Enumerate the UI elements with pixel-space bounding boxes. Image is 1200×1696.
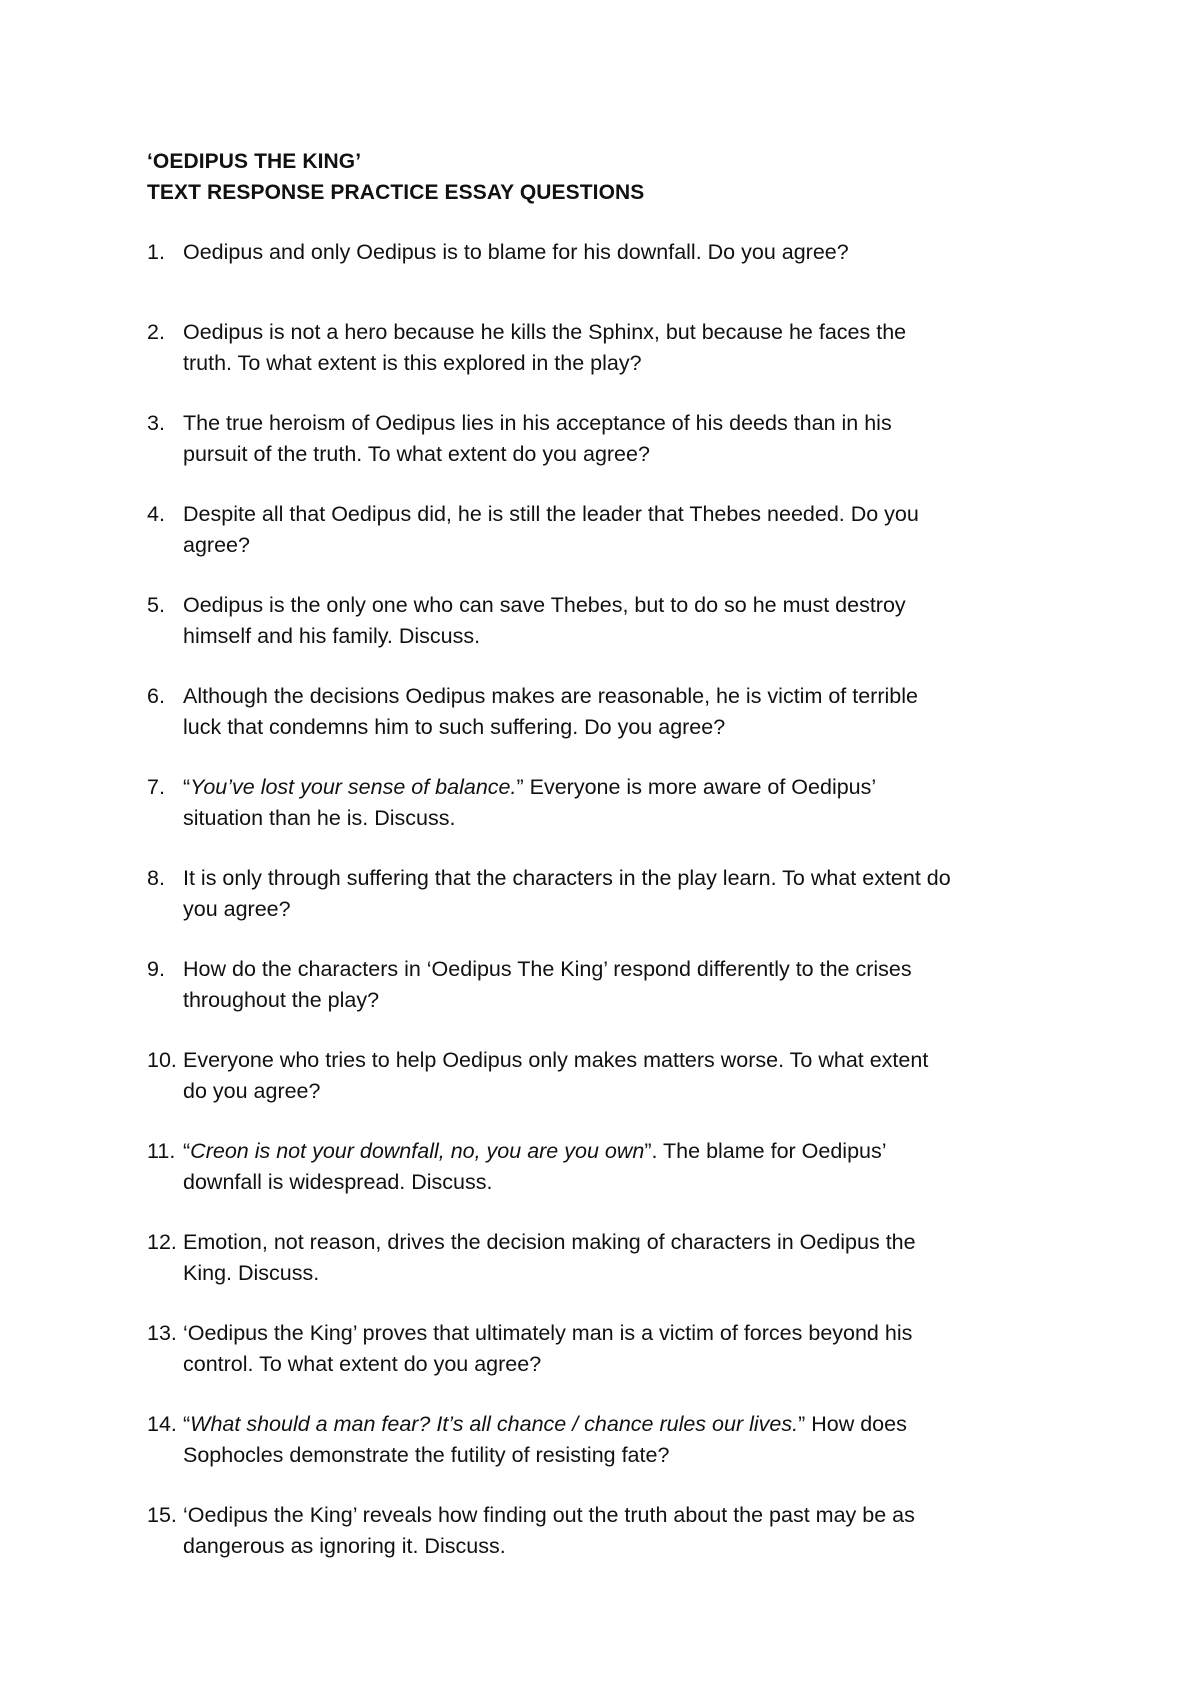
title-line-1: ‘OEDIPUS THE KING’ [147, 150, 362, 173]
quote-close-mark: ” [798, 1412, 806, 1436]
question-text-continued: situation than he is. Discuss. [183, 806, 456, 830]
question-number: 3. [147, 411, 165, 435]
question-number: 15. [147, 1503, 177, 1527]
question-number: 1. [147, 240, 165, 264]
document-title [147, 146, 1047, 208]
question-text-continued: King. Discuss. [183, 1261, 320, 1285]
question-text: Despite all that Oedipus did, he is still the leader that Thebes needed. Do you [183, 502, 919, 526]
question-statement: Everyone is more aware of Oedipus’ [523, 775, 877, 799]
question-text: How do the characters in ‘Oedipus The King’ respond differently to the crises [183, 957, 912, 981]
quote-open-mark: “ [183, 1412, 191, 1436]
question-number: 9. [147, 957, 165, 981]
question-text [183, 1136, 1063, 1167]
quotation-italic: Creon is not your downfall, no, you are you own [190, 1139, 645, 1163]
question-number: 2. [147, 320, 165, 344]
question-statement: The blame for Oedipus’ [657, 1139, 887, 1163]
question-text: Oedipus is not a hero because he kills the Sphinx, but because he faces the [183, 320, 907, 344]
question-text-continued: do you agree? [183, 1079, 321, 1103]
question-text: The true heroism of Oedipus lies in his acceptance of his deeds than in his [183, 411, 892, 435]
question-text: Emotion, not reason, drives the decision making of characters in Oedipus the [183, 1230, 916, 1254]
question-text [183, 1409, 1063, 1440]
question-number: 12. [147, 1230, 177, 1254]
question-statement: How does [805, 1412, 907, 1436]
question-text: ‘Oedipus the King’ proves that ultimately man is a victim of forces beyond his [183, 1321, 913, 1345]
question-number: 5. [147, 593, 165, 617]
quotation-italic: What should a man fear? It’s all chance / chance rules our lives. [190, 1412, 799, 1436]
question-number: 6. [147, 684, 165, 708]
question-text-continued: you agree? [183, 897, 291, 921]
question-text-continued: luck that condemns him to such suffering. Do you agree? [183, 715, 726, 739]
question-text-continued: dangerous as ignoring it. Discuss. [183, 1534, 506, 1558]
quote-open-mark: “ [183, 1139, 191, 1163]
question-number: 10. [147, 1048, 177, 1072]
question-number: 13. [147, 1321, 177, 1345]
question-text: Everyone who tries to help Oedipus only makes matters worse. To what extent [183, 1048, 929, 1072]
question-text: Although the decisions Oedipus makes are reasonable, he is victim of terrible [183, 684, 918, 708]
question-number: 11. [147, 1139, 176, 1163]
question-text-continued: truth. To what extent is this explored in the play? [183, 351, 642, 375]
question-number: 14. [147, 1412, 177, 1436]
question-text-continued: downfall is widespread. Discuss. [183, 1170, 493, 1194]
question-number: 8. [147, 866, 165, 890]
question-text: Oedipus and only Oedipus is to blame for his downfall. Do you agree? [183, 240, 849, 264]
title-line-2: TEXT RESPONSE PRACTICE ESSAY QUESTIONS [147, 181, 645, 204]
quote-close-mark: ”. [644, 1139, 658, 1163]
question-number: 7. [147, 775, 165, 799]
question-text-continued: pursuit of the truth. To what extent do you agree? [183, 442, 650, 466]
question-text: It is only through suffering that the characters in the play learn. To what extent do [183, 866, 951, 890]
quote-open-mark: “ [183, 775, 191, 799]
question-text-continued: control. To what extent do you agree? [183, 1352, 542, 1376]
question-text: ‘Oedipus the King’ reveals how finding out the truth about the past may be as [183, 1503, 915, 1527]
question-text-continued: Sophocles demonstrate the futility of resisting fate? [183, 1443, 670, 1467]
question-text-continued: agree? [183, 533, 250, 557]
question-text [183, 772, 1063, 803]
question-text: Oedipus is the only one who can save Thebes, but to do so he must destroy [183, 593, 906, 617]
quote-close-mark: ” [516, 775, 524, 799]
question-number: 4. [147, 502, 165, 526]
question-text-continued: himself and his family. Discuss. [183, 624, 481, 648]
question-text-continued: throughout the play? [183, 988, 380, 1012]
quotation-italic: You’ve lost your sense of balance. [190, 775, 517, 799]
